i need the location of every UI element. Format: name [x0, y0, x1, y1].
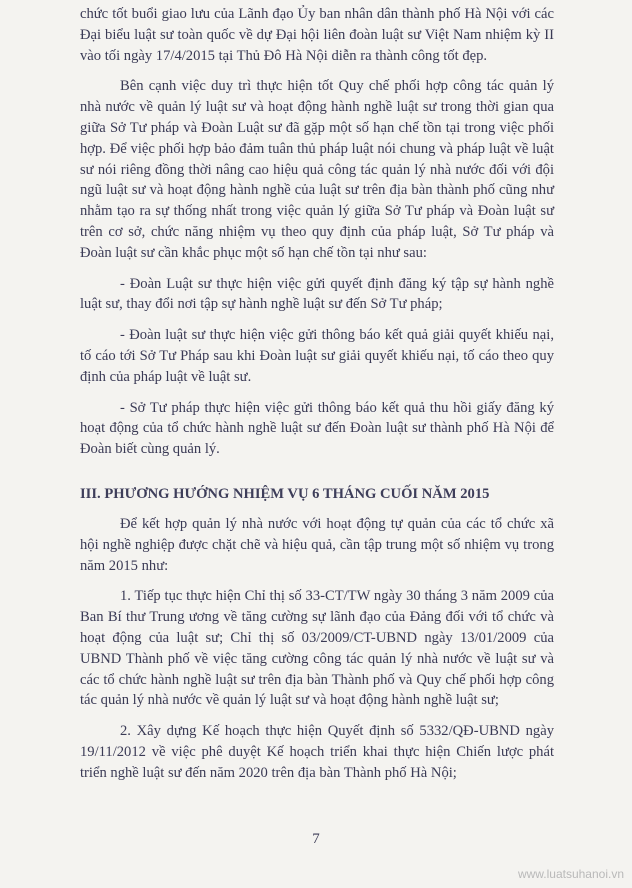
task-item: 1. Tiếp tục thực hiện Chỉ thị số 33-CT/TW ngày 30 tháng 3 năm 2009 của Ban Bí thư Trung ương về tăng cường sự lãnh đạo của Đảng đối với tổ chức và hoạt động của luật sư; Chỉ thị số 03/2009/CT-UBND ngày 13/01/2009 của UBND Thành phố về việc tăng cường công tác quản lý nhà nước về luật sư và các tổ chức hành nghề luật sư trên địa bàn Thành phố và Quy chế phối hợp công tác quản lý nhà nước về quản lý luật sư và hoạt động hành nghề luật sư; — [80, 588, 554, 709]
website-watermark: www.luatsuhanoi.vn — [517, 867, 624, 881]
bullet-item: - Đoàn Luật sư thực hiện việc gửi quyết định đăng ký tập sự hành nghề luật sư, thay đổi nơi tập sự hành nghề luật sư đến Sở Tư pháp; — [80, 275, 554, 313]
bullet-item: - Đoàn luật sư thực hiện việc gửi thông báo kết quả giải quyết khiếu nại, tố cáo tới Sở Tư Pháp sau khi Đoàn luật sư giải quyết khiếu nại, tố cáo theo quy định của pháp luật về luật sư. — [80, 327, 554, 385]
task-item: 2. Xây dựng Kế hoạch thực hiện Quyết định số 5332/QĐ-UBND ngày 19/11/2012 về việc phê duyệt Kế hoạch triển khai thực hiện Chiến lược phát triển nghề luật sư đến năm 2020 trên địa bàn Thành phố Hà Nội; — [80, 723, 554, 781]
bullet-item: - Sở Tư pháp thực hiện việc gửi thông báo kết quả thu hồi giấy đăng ký hoạt động của tổ chức hành nghề luật sư đến Đoàn luật sư thành phố Hà Nội để Đoàn biết cùng quản lý. — [80, 399, 554, 458]
coordination-paragraph: Bên cạnh việc duy trì thực hiện tốt Quy chế phối hợp công tác quản lý nhà nước về quản lý luật sư và hoạt động hành nghề luật sư trong thời gian qua giữa Sở Tư pháp và Đoàn Luật sư đã gặp một số hạn chế tồn tại trong việc phối hợp. Để việc phối hợp bảo đảm tuân thủ pháp luật nói chung và pháp luật về luật sư nói riêng đồng thời nâng cao hiệu quả công tác quản lý nhà nước đối với đội ngũ luật sư và hoạt động hành nghề của luật sư trên địa bàn thành phố cũng như nhằm tạo ra sự thống nhất trong việc quản lý giữa Sở Tư pháp và Đoàn luật sư trên cơ sở, chức năng nhiệm vụ theo quy định của pháp luật, Sở Tư pháp và Đoàn luật sư cần khắc phục một số hạn chế tồn tại như sau: — [80, 78, 554, 261]
lower-body — [80, 514, 554, 784]
section-intro-paragraph: Để kết hợp quản lý nhà nước với hoạt động tự quản của các tổ chức xã hội nghề nghiệp được chặt chẽ và hiệu quả, cần tập trung một số nhiệm vụ trong năm 2015 như: — [80, 516, 554, 574]
upper-body — [80, 4, 554, 460]
page-number: 7 — [312, 831, 320, 847]
intro-paragraph: chức tốt buổi giao lưu của Lãnh đạo Ủy ban nhân dân thành phố Hà Nội với các Đại biểu luật sư toàn quốc về dự Đại hội liên đoàn luật sư Việt Nam nhiệm kỳ II vào tối ngày 17/4/2015 tại Thủ Đô Hà Nội diễn ra thành công tốt đẹp. — [80, 6, 554, 64]
section-heading: III. PHƯƠNG HƯỚNG NHIỆM VỤ 6 THÁNG CUỐI NĂM 2015 — [80, 486, 490, 502]
